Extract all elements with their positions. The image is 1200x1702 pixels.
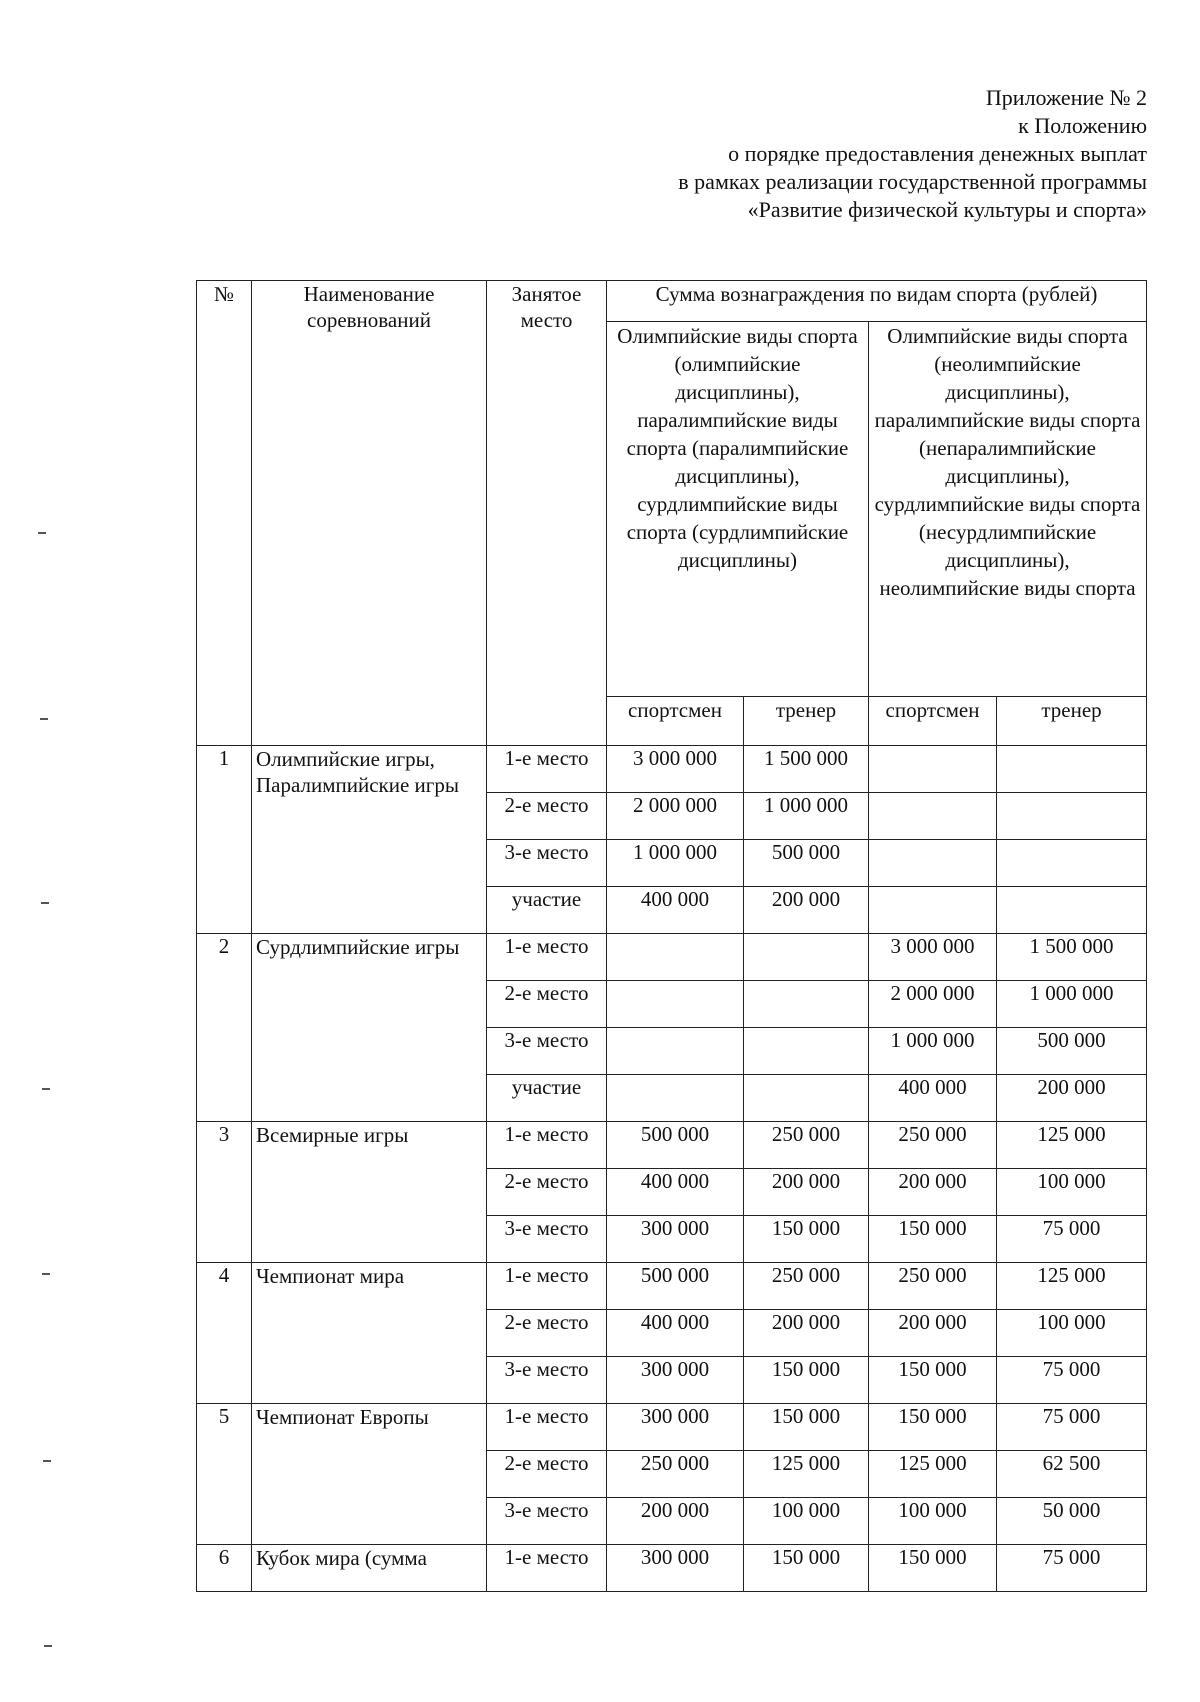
- amount-cell: 100 000: [869, 1498, 997, 1545]
- header-amount: Сумма вознаграждения по видам спорта (рублей): [607, 281, 1147, 322]
- table-row: [197, 746, 1147, 793]
- header-place: Занятое место: [487, 281, 607, 746]
- amount-cell: 1 000 000: [744, 793, 869, 840]
- table-row: [197, 1122, 1147, 1169]
- header-competition: Наименование соревнований: [252, 281, 487, 746]
- amount-cell: 1 000 000: [869, 1028, 997, 1075]
- amount-cell: [869, 840, 997, 887]
- amount-cell: 125 000: [997, 1122, 1147, 1169]
- amount-cell: [744, 934, 869, 981]
- place-cell: 1-е место: [487, 1263, 607, 1310]
- amount-cell: 125 000: [997, 1263, 1147, 1310]
- amount-cell: 3 000 000: [869, 934, 997, 981]
- amount-cell: 1 000 000: [997, 981, 1147, 1028]
- place-cell: 3-е место: [487, 1216, 607, 1263]
- amount-cell: [997, 793, 1147, 840]
- scan-mark: [41, 902, 49, 904]
- place-cell: 1-е место: [487, 934, 607, 981]
- header-coach: тренер: [997, 697, 1147, 746]
- place-cell: 3-е место: [487, 1028, 607, 1075]
- amount-cell: 150 000: [744, 1216, 869, 1263]
- row-number: 4: [197, 1263, 252, 1404]
- table-row: [197, 1545, 1147, 1592]
- amount-cell: 300 000: [607, 1545, 744, 1592]
- row-number: 1: [197, 746, 252, 934]
- amount-cell: 400 000: [607, 887, 744, 934]
- row-number: 5: [197, 1404, 252, 1545]
- amount-cell: [744, 981, 869, 1028]
- amount-cell: 100 000: [997, 1169, 1147, 1216]
- table-row: [197, 1404, 1147, 1451]
- appendix-header: [678, 84, 1147, 224]
- amount-cell: 200 000: [869, 1169, 997, 1216]
- place-cell: 2-е место: [487, 1169, 607, 1216]
- amount-cell: 2 000 000: [607, 793, 744, 840]
- competition-name: Чемпионат Европы: [252, 1404, 487, 1545]
- amount-cell: 400 000: [869, 1075, 997, 1122]
- amount-cell: [744, 1028, 869, 1075]
- amount-cell: 75 000: [997, 1404, 1147, 1451]
- amount-cell: [869, 793, 997, 840]
- header-line: к Положению: [1018, 113, 1147, 138]
- amount-cell: [744, 1075, 869, 1122]
- amount-cell: 75 000: [997, 1357, 1147, 1404]
- header-group-olympic-disciplines: Олимпийские виды спорта (олимпийские дисциплины), паралимпийские виды спорта (паралимпийские дисциплины), сурдлимпийские виды спорта (сурдлимпийские дисциплины): [607, 322, 869, 697]
- amount-cell: 50 000: [997, 1498, 1147, 1545]
- amount-cell: 200 000: [744, 1310, 869, 1357]
- amount-cell: [869, 746, 997, 793]
- amount-cell: 150 000: [744, 1357, 869, 1404]
- amount-cell: 500 000: [607, 1122, 744, 1169]
- place-cell: участие: [487, 887, 607, 934]
- place-cell: 2-е место: [487, 981, 607, 1028]
- amount-cell: 125 000: [744, 1451, 869, 1498]
- place-cell: 1-е место: [487, 1122, 607, 1169]
- amount-cell: 150 000: [869, 1404, 997, 1451]
- amount-cell: 200 000: [744, 1169, 869, 1216]
- amount-cell: 150 000: [744, 1404, 869, 1451]
- amount-cell: 300 000: [607, 1216, 744, 1263]
- amount-cell: [997, 840, 1147, 887]
- header-line: в рамках реализации государственной программы: [678, 169, 1147, 194]
- amount-cell: 250 000: [869, 1263, 997, 1310]
- amount-cell: 250 000: [744, 1263, 869, 1310]
- amount-cell: 200 000: [869, 1310, 997, 1357]
- competition-name: Сурдлимпийские игры: [252, 934, 487, 1122]
- amount-cell: 2 000 000: [869, 981, 997, 1028]
- header-group-non-olympic-disciplines: Олимпийские виды спорта (неолимпийские дисциплины), паралимпийские виды спорта (непаралимпийские дисциплины), сурдлимпийские виды спорта (несурдлимпийские дисциплины), неолимпийские виды спорта: [869, 322, 1147, 697]
- header-athlete: спортсмен: [869, 697, 997, 746]
- scan-mark: [42, 1273, 50, 1275]
- amount-cell: 75 000: [997, 1216, 1147, 1263]
- place-cell: 1-е место: [487, 1545, 607, 1592]
- amount-cell: [607, 1028, 744, 1075]
- competition-name: Кубок мира (сумма: [252, 1545, 487, 1592]
- place-cell: 2-е место: [487, 793, 607, 840]
- scan-mark: [43, 1460, 51, 1462]
- competition-name: Чемпионат мира: [252, 1263, 487, 1404]
- header-line: «Развитие физической культуры и спорта»: [747, 197, 1147, 222]
- amount-cell: 500 000: [607, 1263, 744, 1310]
- table-row: [197, 1263, 1147, 1310]
- scan-mark: [42, 1088, 50, 1090]
- amount-cell: 1 500 000: [744, 746, 869, 793]
- amount-cell: 250 000: [607, 1451, 744, 1498]
- amount-cell: [869, 887, 997, 934]
- amount-cell: 150 000: [744, 1545, 869, 1592]
- competition-name: Всемирные игры: [252, 1122, 487, 1263]
- place-cell: 2-е место: [487, 1310, 607, 1357]
- amount-cell: 1 000 000: [607, 840, 744, 887]
- amount-cell: 250 000: [869, 1122, 997, 1169]
- place-cell: 2-е место: [487, 1451, 607, 1498]
- scan-mark: [40, 718, 48, 720]
- amount-cell: 400 000: [607, 1310, 744, 1357]
- amount-cell: [997, 887, 1147, 934]
- amount-cell: [997, 746, 1147, 793]
- amount-cell: [607, 1075, 744, 1122]
- amount-cell: 200 000: [997, 1075, 1147, 1122]
- amount-cell: 300 000: [607, 1357, 744, 1404]
- amount-cell: 100 000: [744, 1498, 869, 1545]
- header-coach: тренер: [744, 697, 869, 746]
- amount-cell: [607, 934, 744, 981]
- header-athlete: спортсмен: [607, 697, 744, 746]
- amount-cell: 150 000: [869, 1357, 997, 1404]
- header-line: Приложение № 2: [985, 85, 1147, 110]
- table-body: [197, 746, 1147, 1592]
- table-row: [197, 934, 1147, 981]
- amount-cell: 1 500 000: [997, 934, 1147, 981]
- amount-cell: 250 000: [744, 1122, 869, 1169]
- awards-table: [196, 280, 1147, 1592]
- row-number: 3: [197, 1122, 252, 1263]
- scan-mark: [44, 1645, 52, 1647]
- amount-cell: 150 000: [869, 1216, 997, 1263]
- row-number: 6: [197, 1545, 252, 1592]
- scan-mark: [38, 532, 46, 534]
- row-number: 2: [197, 934, 252, 1122]
- amount-cell: 200 000: [744, 887, 869, 934]
- table-header: [197, 281, 1147, 746]
- amount-cell: 125 000: [869, 1451, 997, 1498]
- header-line: о порядке предоставления денежных выплат: [728, 141, 1147, 166]
- amount-cell: 3 000 000: [607, 746, 744, 793]
- amount-cell: 75 000: [997, 1545, 1147, 1592]
- amount-cell: 500 000: [997, 1028, 1147, 1075]
- amount-cell: 200 000: [607, 1498, 744, 1545]
- amount-cell: 150 000: [869, 1545, 997, 1592]
- amount-cell: 300 000: [607, 1404, 744, 1451]
- header-number: №: [197, 281, 252, 746]
- place-cell: 1-е место: [487, 746, 607, 793]
- place-cell: 1-е место: [487, 1404, 607, 1451]
- amount-cell: 400 000: [607, 1169, 744, 1216]
- amount-cell: [607, 981, 744, 1028]
- amount-cell: 62 500: [997, 1451, 1147, 1498]
- place-cell: 3-е место: [487, 1357, 607, 1404]
- place-cell: 3-е место: [487, 840, 607, 887]
- competition-name: Олимпийские игры, Паралимпийские игры: [252, 746, 487, 934]
- amount-cell: 500 000: [744, 840, 869, 887]
- place-cell: 3-е место: [487, 1498, 607, 1545]
- amount-cell: 100 000: [997, 1310, 1147, 1357]
- place-cell: участие: [487, 1075, 607, 1122]
